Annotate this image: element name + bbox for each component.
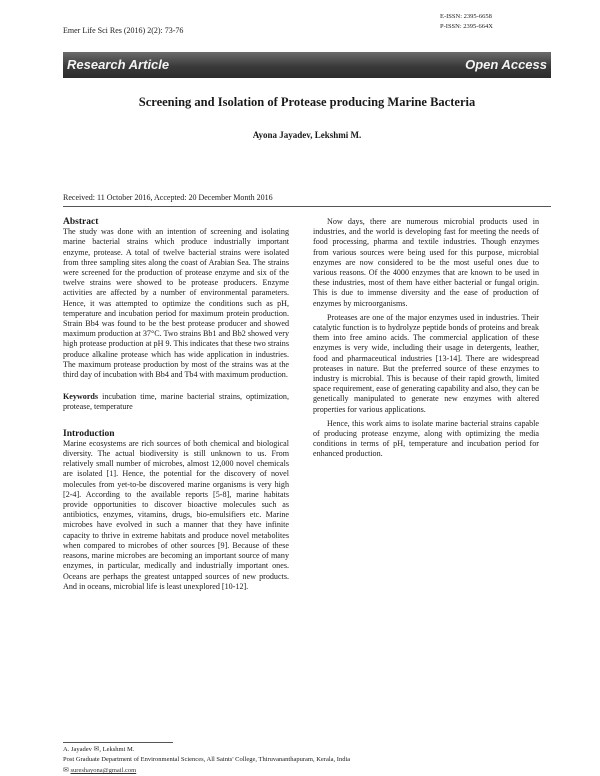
header-divider	[63, 206, 551, 207]
abstract-heading: Abstract	[63, 217, 99, 227]
right-column	[313, 217, 539, 460]
pissn: P-ISSN: 2395-664X	[440, 23, 493, 30]
email-link[interactable]: sureshayona@gmail.com	[70, 767, 137, 774]
open-access-label: Open Access	[465, 57, 547, 72]
footer-authors	[63, 744, 350, 755]
footer-author-a: A. Jayadev	[63, 746, 92, 753]
intro-paragraph-1: Marine ecosystems are rich sources of both chemical and biological diversity. The actual biodiversity is still unknown to us. From relatively small number of microbes, almost 12,000 novel chemicals are isolated [1]. Hence, the potential for the discovery of novel molecules from yet-to-be discovered marine organisms is very high [2-4]. According to the available reports [5-8], marine habitats provide opportunities to discover bioactive molecules such as antibiotics, enzymes, vitamins, drugs, bio-emulsifiers etc. Marine microbes have evolved in such a manner that they have infinite capacity to thrive in extreme habitats and produce novel metabolites when compared to microbes of other sources [9]. Because of these reasons, marine microbes are becoming an important source of many enzymes, in particular, medically and industrially important ones. Oceans are perhaps the greatest untapped sources of new products. And in oceans, microbial life is least unexplored [10-12].	[63, 438, 289, 591]
intro-paragraph-4: Hence, this work aims to isolate marine bacterial strains capable of producing protease enzyme, along with optimizing the media conditions in terms of pH, temperature and incubation period for enhanced production.	[313, 418, 539, 459]
keywords-paragraph	[63, 392, 289, 412]
paper-authors: Ayona Jayadev, Lekshmi M.	[252, 130, 362, 140]
left-column	[63, 217, 289, 592]
abstract-text: The study was done with an intention of screening and isolating marine bacterial strains which produce industrially important enzyme, protease. A total of twelve bacterial strains were isolated from three sampling sites along the coast of Arabian Sea. The strains were screened for the production of protease enzyme and six of the twelve strains were showed to be protease producers. Enzyme activities are affected by a number of environmental parameters. Hence, it was attempted to optimize the conditions such as pH, temperature and incubation period for maximum protein production. Strain Bb4 was found to be the best protease producer and showed maximum production at 37°C. Two strains Bb1 and Bb2 showed very high protease production at pH 9. This indicates that these two strains produce alkaline protease which has wide application in industries. The maximum protease production by most of the strains was at the third day of incubation with Bb4 and Tb4 with maximum production.	[63, 227, 289, 380]
issn-block	[440, 12, 493, 32]
footer-author-b: , Lekshmi M.	[99, 746, 135, 753]
envelope-icon: ✉	[93, 745, 100, 753]
intro-paragraph-2: Now days, there are numerous microbial products used in industries, and the world is developing fast for meeting the needs of food processing, pharma and textile industries. Though enzymes from various sources were being used for this purpose, microbial enzymes are now considered to be the most useful ones due to various reasons. Of the 4000 enzymes that are known to be used in these industries, most of them have either bacterial or fungal origin. This is due to immense diversity and the ease of production of enzymes by microorganisms.	[313, 217, 539, 308]
journal-reference: Emer Life Sci Res (2016) 2(2): 73-76	[63, 26, 184, 35]
keywords-label: Keywords	[63, 392, 99, 402]
received-dates: Received: 11 October 2016, Accepted: 20 December Month 2016	[63, 193, 273, 202]
email-envelope-icon: ✉	[63, 766, 69, 774]
footer-note	[63, 744, 350, 776]
introduction-heading: Introduction	[63, 428, 115, 439]
keywords-text: incubation time, marine bacterial strains, optimization, protease, temperature	[63, 392, 289, 412]
paper-title: Screening and Isolation of Protease producing Marine Bacteria	[138, 95, 476, 109]
research-article-label: Research Article	[67, 57, 170, 72]
eissn: E-ISSN: 2395-6658	[440, 13, 492, 20]
intro-paragraph-3: Proteases are one of the major enzymes used in industries. Their catalytic function is to hydrolyze peptide bonds of proteins and break them into free amino acids. The commercial application of these enzymes is very wide, including their usage in detergents, leather, food and pharmaceutical industries [13-14]. There are widespread proteases in nature. But the preferred source of these enzymes to industry is microbial. This is because of their rapid growth, limited space requirement, ease of generating capability and also, they can be genetically manipulated to generate new enzymes with altered properties for various applications.	[313, 312, 539, 414]
footer-email-line	[63, 765, 350, 776]
footer-affiliation: Post Graduate Department of Environmental Sciences, All Saints' College, Thiruvananthapuram, Kerala, India	[63, 756, 351, 763]
footer-divider	[63, 742, 173, 743]
article-type-banner	[63, 52, 551, 78]
